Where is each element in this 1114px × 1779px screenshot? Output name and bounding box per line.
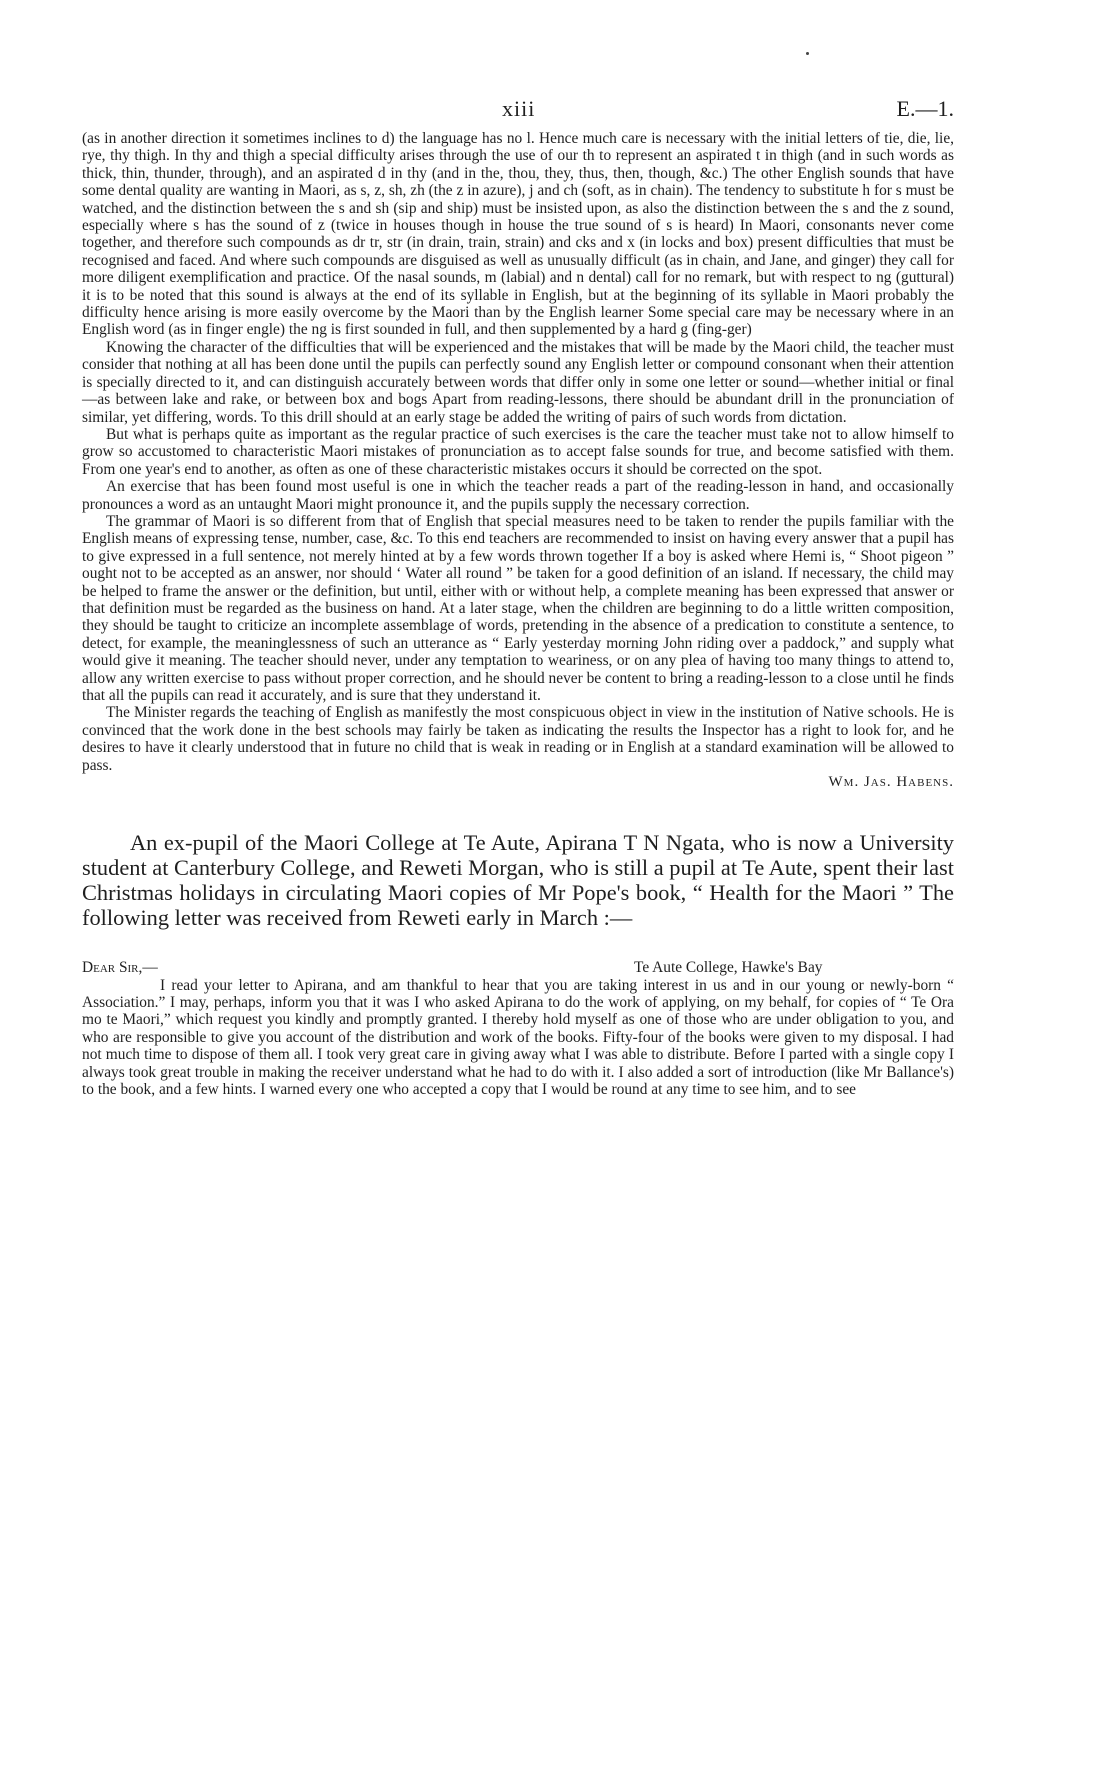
salutation: Dear Sir,— [82, 958, 158, 976]
paragraph-grammar: The grammar of Maori is so different from that of English that special measures need to be taken to render the pupils familiar with the English means of expressing tense, number, case, &c. To this end teachers are recommended to insist on having every answer that a pupil has to give expressed in a full sentence, not merely hinted at by a few words thrown together If a boy is asked where Hemi is, “ Shoot pigeon ” ought not to be accepted as an answer, nor should ‘ Water all round ” be taken for a good definition of an island. If necessary, the child may be helped to frame the answer or the definition, but until, either with or without help, a complete meaning has been expressed that answer or that definition must be regarded as the business on hand. At a later stage, when the children are beginning to do a little written composition, they should be taught to criticize an incomplete assemblage of words, pretending in the absence of a predication to constitute a sentence, to detect, for example, the meaninglessness of such an utterance as “ Early yesterday morning John riding over a paddock,” and supply what would give it meaning. The teacher should never, under any temptation to weariness, or on any plea of having too many things to attend to, allow any written exercise to pass without proper correction, and he should never be content to bring a reading-lesson to a close until he finds that all the pupils can read it accurately, and is sure that they understand it. [82, 512, 954, 704]
paragraph-pronunciation: (as in another direction it sometimes inclines to d) the language has no l. Hence much care is necessary with the initial letters of tie, die, lie, rye, thy thigh. In thy and thigh a special difficulty arises through the use of our th to represent an aspirated t in thigh (and in such words as thick, thin, thunder, through), and an aspirated d in thy (and in the, thou, they, thus, then, though, &c.) The other English sounds that have some dental quality are wanting in Maori, as s, z, sh, zh (the z in azure), j and ch (soft, as in chain). The tendency to substitute h for s must be watched, and the distinction between the s and sh (sip and ship) must be insisted upon, as also the distinction between the s and the z sound, especially where s has the sound of z (twice in houses though in house the true sound of s is heard) In Maori, consonants never come together, and therefore such compounds as dr tr, str (in drain, train, strain) and cks and x (in locks and box) present difficulties that must be recognised and faced. And where such compounds are disguised as well as unusually difficult (as in chain, and Jane, and ginger) they call for more diligent exemplification and practice. Of the nasal sounds, m (labial) and n dental) call for no remark, but with respect to ng (guttural) it is to be noted that this sound is always at the end of its syllable in English, but at the beginning of its syllable in Maori probably the difficulty hence arising is more easily overcome by the Maori than by the English learner Some special care may be necessary where in an English word (as in finger engle) the ng is first sounded in full, and then supplemented by a hard g (fing-ger) [82, 130, 954, 339]
letter-address: Te Aute College, Hawke's Bay [634, 958, 823, 976]
letter-body: I read your letter to Apirana, and am thankful to hear that you are taking interest in us and in our young or newly-born “ Association.” I may, perhaps, inform you that it was I who asked Apirana to do the work of applying, on my behalf, for copies of “ Te Ora mo te Maori,” which request you kindly and promptly granted. I thereby hold myself as one of those who are under obligation to you, and who are responsible to give you account of the distribution and work of the books. Fifty-four of the books were given to my disposal. I had not much time to dispose of them all. I took very great care in giving away what I was able to distribute. Before I parted with a single copy I always took great trouble in making the receiver understand what he had to do with it. I also added a sort of introduction (like Mr Ballance's) to the book, and a few hints. I warned every one who accepted a copy that I would be round at any time to see him, and to see [82, 976, 954, 1099]
paragraph-mistakes: But what is perhaps quite as important as the regular practice of such exercises is the care the teacher must take not to allow himself to grow so accustomed to characteristic Maori mistakes of pronunciation as to accept false sounds for true, and become satisfied with them. From one year's end to another, as often as one of these characteristic mistakes occurs it should be corrected on the spot. [82, 425, 954, 478]
signature: Wm. Jas. Habens. [828, 774, 954, 791]
report-body [82, 130, 954, 791]
paragraph-minister: The Minister regards the teaching of English as manifestly the most conspicuous object in view in the institution of Native schools. He is convinced that the work done in the best schools may fairly be taken as indicating the results the Inspector has a right to look for, and he desires to have it clearly understood that in future no child that is weak in reading or in English at a standard examination will be allowed to pass. [82, 704, 954, 774]
paragraph-exercise: An exercise that has been found most useful is one in which the teacher reads a part of the reading-lesson in hand, and occasionally pronounces a word as an untaught Maori might pronounce it, and the pupils supply the necessary correction. [82, 478, 954, 513]
page-number: xiii [502, 96, 536, 121]
letter [82, 959, 954, 1099]
paragraph-difficulties: Knowing the character of the difficulties that will be experienced and the mistakes that will be made by the Maori child, the teacher must consider that nothing at all has been done until the pupils can perfectly sound any English letter or compound consonant when their attention is specially directed to it, and can distinguish accurately between words that differ only in some one letter or sound—whether initial or final—as between lake and rake, or between box and bogs Apart from reading-lessons, there should be abundant drill in the pronunciation of similar, yet differing, words. To this drill should at an early stage be added the writing of pairs of such words from dictation. [82, 338, 954, 426]
page-header [82, 96, 954, 130]
print-speck [806, 52, 809, 55]
letter-heading [82, 959, 954, 977]
intro-paragraph: An ex-pupil of the Maori College at Te Aute, Apirana T N Ngata, who is now a University student at Canterbury College, and Reweti Morgan, who is still a pupil at Te Aute, spent their last Christmas holidays in circulating Maori copies of Mr Pope's book, “ Health for the Maori ” The following letter was received from Reweti early in March :— [82, 830, 954, 930]
document-reference: E.—1. [896, 96, 954, 121]
